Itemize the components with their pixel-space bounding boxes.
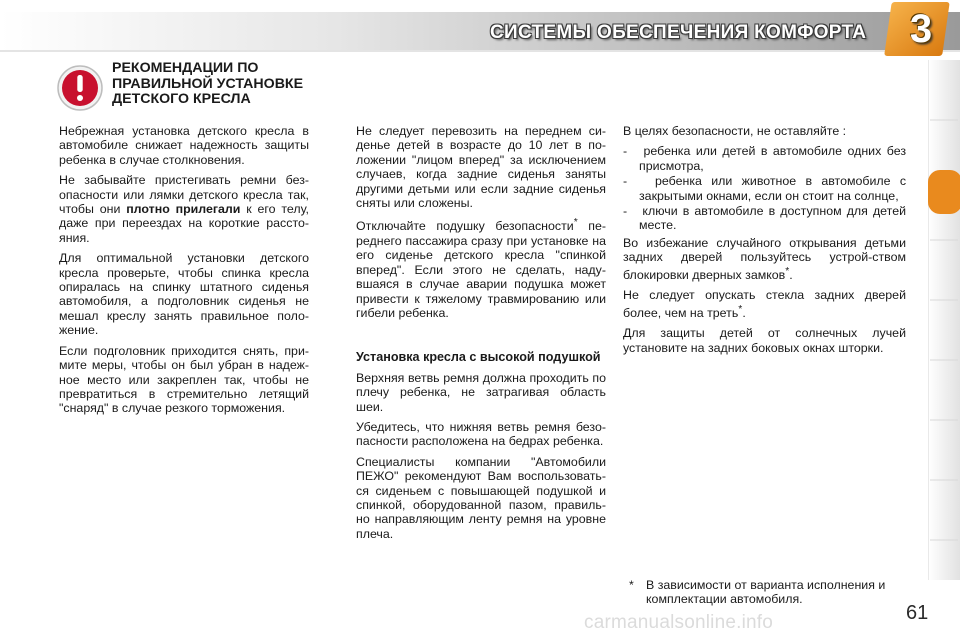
paragraph-text: Во избежание случайного открывания детьми задних дверей пользуйтесь устрой-ством блокировки дверных замков (623, 235, 906, 282)
paragraph: Верхняя ветвь ремня должна проходить по плечу ребенка, не затрагивая область шеи. (356, 370, 606, 414)
paragraph (623, 236, 906, 282)
paragraph (623, 288, 906, 320)
paragraph: В целях безопасности, не оставляйте : (623, 124, 847, 138)
paragraph: Не следует перевозить на переднем си-денье детей в возрасте до 10 лет в по-ложении "лицом вперед" за исключением случаев, когда задние сиденья заняты другими детьми или если задние сиденья сняты или сложены. (356, 124, 606, 211)
paragraph (356, 216, 606, 320)
footnote-marker: * (738, 303, 743, 315)
list-dash: - (623, 144, 628, 159)
warning-title (112, 61, 332, 108)
paragraph-text: Отключайте подушку безопасности (356, 219, 574, 234)
footnote-star: * (629, 578, 634, 592)
paragraph (59, 173, 309, 245)
paragraph-text: к его телу, даже при переездах на короткие рассто-яния. (59, 202, 309, 245)
text-column-1 (59, 124, 309, 422)
paragraph-text: . (742, 305, 746, 320)
paragraph: Для защиты детей от солнечных лучей установите на задних боковых окнах шторки. (623, 326, 906, 355)
footnote-marker: * (785, 265, 790, 277)
list-item-text: ребенка или детей в автомобиле одних без присмотра, (639, 144, 906, 173)
active-chapter-tab[interactable] (928, 170, 960, 214)
paragraph: Если подголовник приходится снять, при-мите меры, чтобы он был убран в надеж-ное место или закреплен так, чтобы не превратиться в стремительно летящий "снаряд" в случае резкого торможения. (59, 343, 309, 416)
list-dash: - (623, 174, 628, 189)
list-item (623, 204, 906, 233)
exclamation-warning-icon (56, 64, 104, 112)
paragraph: Убедитесь, что нижняя ветвь ремня безо-пасности расположена на бедрах ребенка. (356, 420, 606, 449)
paragraph-text: пе-реднего пассажира сразу при установке на его сиденье детского кресла "спинкой вперед". Если этого не сделать, наду-вшаяся в случае аварии подушка может привести к тяжелому травмированию или гибели ребенка. (356, 219, 607, 320)
page-number: 61 (906, 602, 929, 624)
footnote-text: В зависимости от варианта исполнения и комплектации автомобиля. (646, 578, 886, 607)
list-item-text: ключи в автомобиле в доступном для детей месте. (639, 204, 907, 233)
warning-title-line: ПРАВИЛЬНОЙ УСТАНОВКЕ (112, 75, 304, 92)
list-item-text: ребенка или животное в автомобиле с закрытыми окнами, если он стоит на солнце, (639, 174, 907, 203)
paragraph-text: Не забывайте пристегивать ремни без-опасности или лямки детского кресла так, чтобы они (59, 173, 309, 217)
warning-title-line: РЕКОМЕНДАЦИИ ПО (112, 60, 259, 76)
chapter-number: 3 (909, 7, 933, 51)
side-tab-strip (928, 60, 960, 580)
subsection-heading: Установка кресла с высокой подушкой (356, 350, 601, 365)
text-column-3 (623, 124, 906, 361)
paragraph: Для оптимальной установки детского кресла проверьте, чтобы спинка кресла опиралась на спинку штатного сиденья автомобиля, а подголовник сиденья не мешал креслу занять правильное поло-жение. (59, 251, 309, 338)
paragraph-text: Не следует опускать стекла задних дверей более, чем на треть (623, 288, 906, 320)
list-item (623, 144, 906, 173)
footnote (629, 578, 916, 607)
footnote-marker: * (573, 217, 578, 229)
list-dash: - (623, 204, 628, 219)
list-item (623, 174, 906, 203)
watermark: carmanualsonline.info (584, 612, 774, 633)
paragraph: Специалисты компании "Автомобили ПЕЖО" рекомендуют Вам воспользовать-ся сиденьем с повышающей подушкой и спинкой, оборудованной пазом, правиль-но направляющим ленту ремня на уровне плеча. (356, 454, 606, 541)
warning-title-line: ДЕТСКОГО КРЕСЛА (112, 91, 251, 107)
paragraph-text: . (789, 267, 793, 282)
emphasis-text: плотно прилегали (126, 202, 241, 217)
text-column-2 (356, 124, 606, 547)
section-title: СИСТЕМЫ ОБЕСПЕЧЕНИЯ КОМФОРТА (490, 22, 867, 43)
paragraph: Небрежная установка детского кресла в автомобиле снижает надежность защиты ребенка в случае столкновения. (59, 124, 309, 167)
page-header (0, 0, 960, 60)
